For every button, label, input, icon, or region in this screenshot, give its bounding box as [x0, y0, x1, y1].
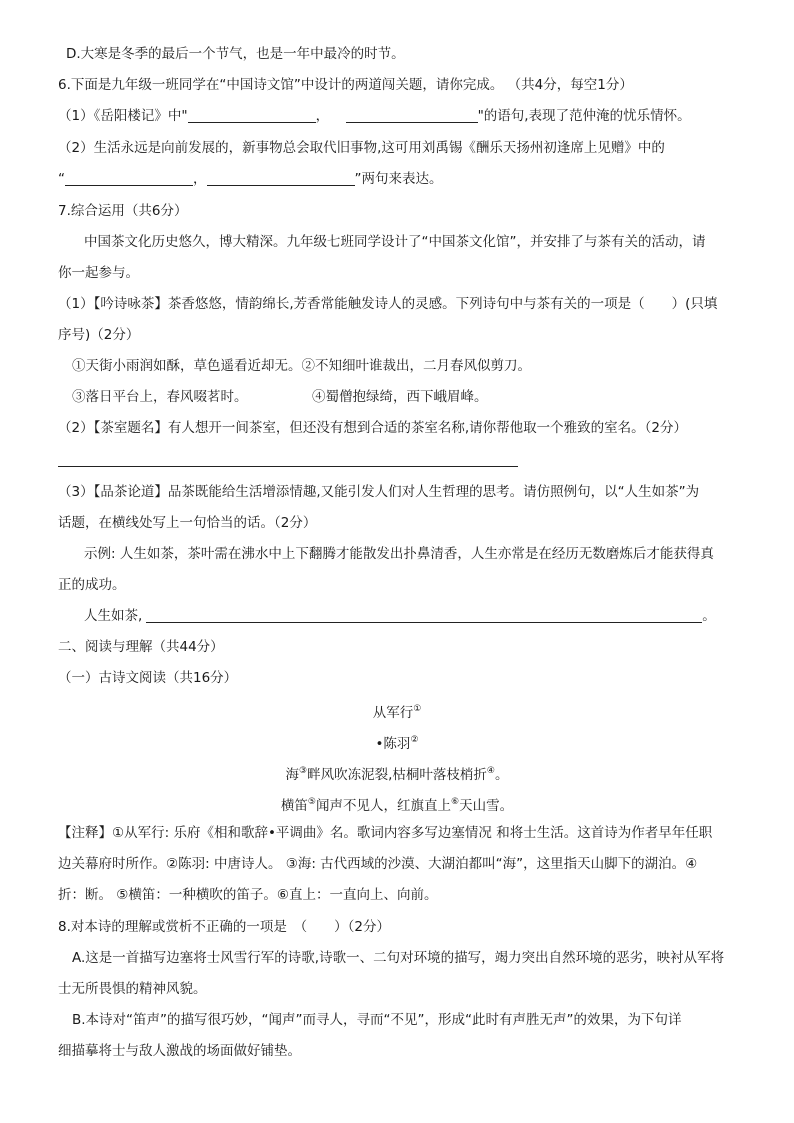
- q6-2-open-quote: “: [58, 171, 65, 187]
- q8-option-b-line2: 细描摹将士与敌人激战的场面做好铺垫。: [58, 1043, 301, 1059]
- answer-blank[interactable]: [146, 607, 702, 623]
- answer-blank[interactable]: [346, 107, 478, 123]
- q6-2-suffix: ”两句来表达。: [354, 171, 443, 187]
- q7-intro-line1: 中国茶文化历史悠久，博大精深。九年级七班同学设计了“中国茶文化馆”，并安排了与茶有关的活动，请: [84, 234, 706, 250]
- q7-2-answer-line[interactable]: [58, 466, 518, 467]
- q6-2-comma: ，: [193, 171, 207, 187]
- answer-blank[interactable]: [65, 170, 193, 186]
- footnote-marker: ③: [299, 766, 308, 776]
- question-6-title: 6.下面是九年级一班同学在“中国诗文馆”中设计的两道闯关题，请你完成。 （共4分，每空1分）: [58, 77, 633, 93]
- poem-title: [0, 699, 794, 723]
- poem-title-text: 从军行: [372, 705, 414, 721]
- q8-option-b-line1: B.本诗对“笛声”的描写很巧妙，“闻声”而寻人，寻而“不见”，形成“此时有声胜无声”的效果，为下句详: [72, 1012, 682, 1028]
- footnote-marker: ⑤: [307, 797, 316, 807]
- option-d-line: D.大寒是冬季的最后一个节气，也是一年中最冷的时节。: [66, 46, 405, 62]
- footnote-marker: ②: [410, 735, 419, 745]
- footnote-marker: ⑥: [451, 797, 460, 807]
- q7-1-option-4: ④蜀僧抱绿绮，西下峨眉峰。: [312, 389, 488, 405]
- q8-option-a-line2: 士无所畏惧的精神风貌。: [58, 981, 207, 997]
- poem-line-1: [0, 761, 794, 785]
- question-7-1-line1: （1）【吟诗咏茶】茶香悠悠，情韵绵长,芳香常能触发诗人的灵感。下列诗句中与茶有关的一项是（ ）(只填: [58, 296, 718, 312]
- question-7-1-line2: 序号)（2分）: [58, 327, 140, 343]
- q8-option-a-line1: A.这是一首描写边塞将士风雪行军的诗歌,诗歌一、二句对环境的描写，竭力突出自然环境的恶劣，映衬从军将: [72, 950, 725, 966]
- answer-blank[interactable]: [207, 170, 355, 186]
- poem-text: 海: [285, 767, 300, 783]
- question-8-title: 8.对本诗的理解或赏析不正确的一项是 （ ）（2分）: [58, 919, 390, 935]
- q7-3-example-line2: 正的成功。: [58, 577, 126, 593]
- question-6-2-line2: [58, 169, 443, 189]
- q7-1-options-1-2: ①天街小雨润如酥，草色遥看近却无。②不知细叶谁裁出，二月春风似剪刀。: [72, 358, 531, 374]
- question-7-3-line1: （3）【品茶论道】品茶既能给生活增添情趣,又能引发人们对人生哲理的思考。请仿照例句，以“人生如茶”为: [58, 484, 700, 500]
- q7-1-option-3: ③落日平台上，春风啜茗时。: [72, 389, 248, 405]
- q6-1-prefix: （1）《岳阳楼记》中": [58, 108, 188, 124]
- q6-1-comma: ，: [315, 108, 330, 124]
- footnote-marker: ④: [486, 766, 495, 776]
- q6-1-suffix: "的语句,表现了范仲淹的忧乐情怀。: [477, 108, 691, 124]
- notes-line2: 边关幕府时所作。②陈羽: 中唐诗人。 ③海: 古代西域的沙漠、大湖泊都叫“海”，这里指天山脚下的湖泊。④: [58, 856, 698, 872]
- footnote-marker: ①: [413, 704, 422, 714]
- notes-line1: 【注释】①从军行: 乐府《相和歌辞•平调曲》名。歌词内容多写边塞情况 和将士生活。这首诗为作者早年任职: [58, 825, 713, 841]
- poem-text: 。: [494, 767, 509, 783]
- poem-text: 闻声不见人，红旗直上: [316, 798, 451, 814]
- question-6-2-line1: （2）生活永远是向前发展的，新事物总会取代旧事物,这可用刘禹锡《酬乐天扬州初逢席上见赠》中的: [58, 140, 665, 156]
- question-7-title: 7.综合运用（共6分）: [58, 203, 188, 219]
- poem-line-2: [0, 792, 794, 816]
- question-6-1: [58, 106, 691, 126]
- poem-text: 畔风吹冻泥裂,枯桐叶落枝梢折: [307, 767, 487, 783]
- poem-author: [0, 730, 794, 754]
- section-2-1-heading: （一）古诗文阅读（共16分）: [58, 670, 238, 686]
- question-7-2: （2）【茶室题名】有人想开一间茶室，但还没有想到合适的茶室名称,请你帮他取一个雅致的室名。（2分）: [58, 420, 687, 436]
- section-2-heading: 二、阅读与理解（共44分）: [58, 639, 224, 655]
- notes-line3: 折：断。 ⑤横笛：一种横吹的笛子。⑥直上：一直向上、向前。: [58, 887, 438, 903]
- poem-text: 天山雪。: [459, 798, 514, 814]
- q7-3-answer-end: 。: [702, 608, 716, 624]
- q7-3-answer-row: [84, 606, 716, 626]
- q7-3-answer-prefix: 人生如茶,: [84, 608, 143, 624]
- poem-author-text: •陈羽: [375, 736, 411, 752]
- answer-blank[interactable]: [188, 107, 316, 123]
- q7-3-example-line1: 示例: 人生如茶，茶叶需在沸水中上下翻腾才能散发出扑鼻清香，人生亦常是在经历无数磨炼后才能获得真: [84, 546, 714, 562]
- q7-intro-line2: 你一起参与。: [58, 265, 139, 281]
- question-7-3-line2: 话题，在横线处写上一句恰当的话。（2分）: [58, 515, 317, 531]
- poem-text: 横笛: [280, 798, 308, 814]
